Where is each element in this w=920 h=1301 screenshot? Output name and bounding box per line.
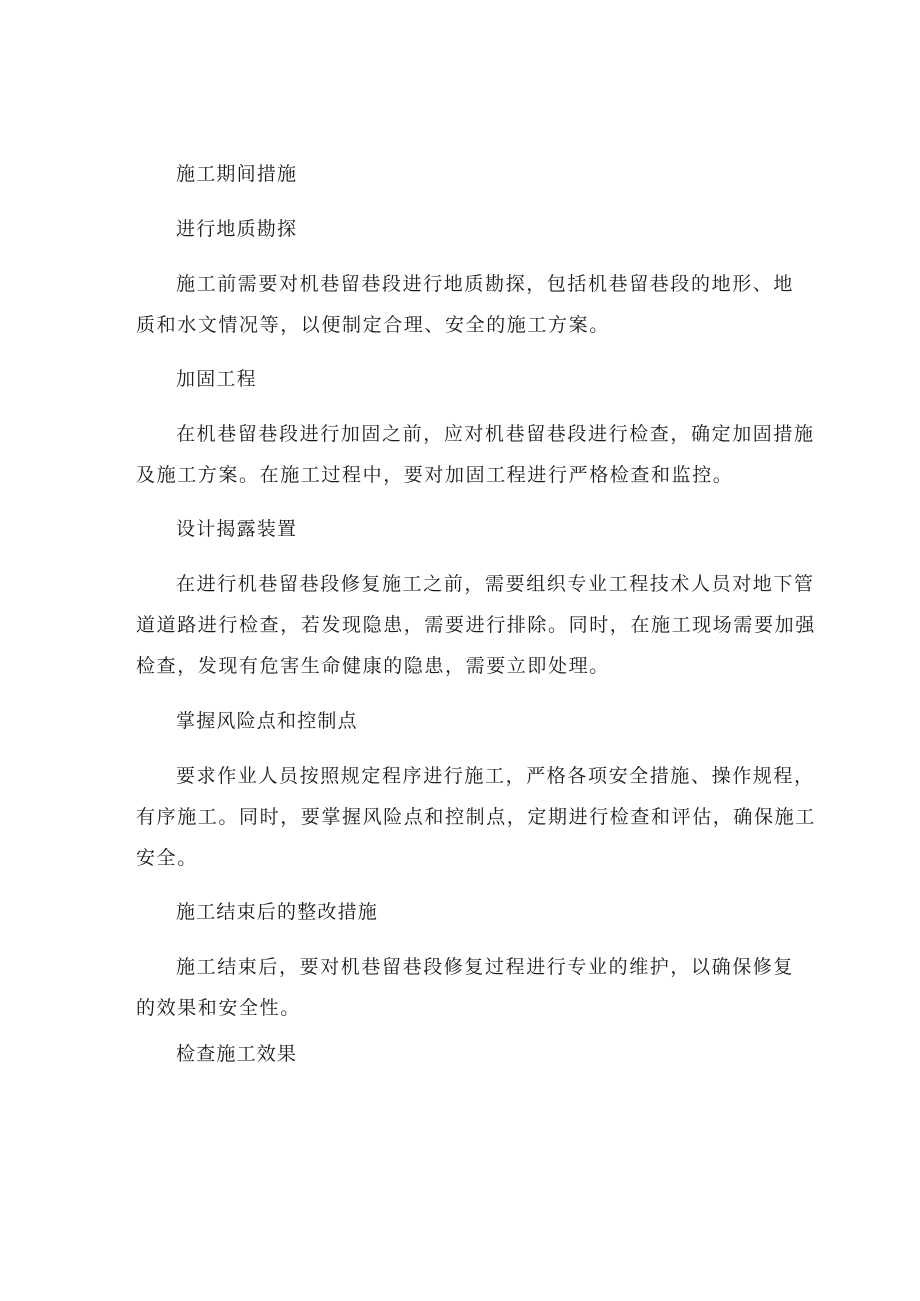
paragraph-line: 的效果和安全性。 [136, 997, 301, 1019]
heading-reinforcement-works: 加固工程 [176, 368, 257, 390]
heading-construction-period-measures: 施工期间措施 [176, 163, 298, 185]
heading-geological-survey: 进行地质勘探 [176, 218, 298, 240]
heading-risk-and-control-points: 掌握风险点和控制点 [176, 710, 358, 732]
heading-post-construction-rectification: 施工结束后的整改措施 [176, 901, 379, 923]
heading-exposure-device-design: 设计揭露装置 [176, 518, 298, 540]
paragraph-line: 要求作业人员按照规定程序进行施工，严格各项安全措施、操作规程， [176, 765, 815, 787]
paragraph-line: 道道路进行检查，若发现隐患，需要进行排除。同时，在施工现场需要加强 [136, 614, 816, 636]
paragraph-line: 及施工方案。在施工过程中，要对加固工程进行严格检查和监控。 [136, 464, 734, 486]
paragraph-line: 安全。 [136, 847, 198, 869]
paragraph-line: 质和水文情况等，以便制定合理、安全的施工方案。 [136, 314, 610, 336]
paragraph-line: 在机巷留巷段进行加固之前，应对机巷留巷段进行检查，确定加固措施 [176, 423, 815, 445]
paragraph-line: 施工前需要对机巷留巷段进行地质勘探，包括机巷留巷段的地形、地 [176, 273, 795, 295]
paragraph-line: 施工结束后，要对机巷留巷段修复过程进行专业的维护，以确保修复 [176, 956, 795, 978]
paragraph-line: 在进行机巷留巷段修复施工之前，需要组织专业工程技术人员对地下管 [176, 573, 815, 595]
paragraph-line: 检查，发现有危害生命健康的隐患，需要立即处理。 [136, 655, 610, 677]
paragraph-line: 有序施工。同时，要掌握风险点和控制点，定期进行检查和评估，确保施工 [136, 806, 816, 828]
heading-inspect-construction-effect: 检查施工效果 [176, 1043, 298, 1065]
